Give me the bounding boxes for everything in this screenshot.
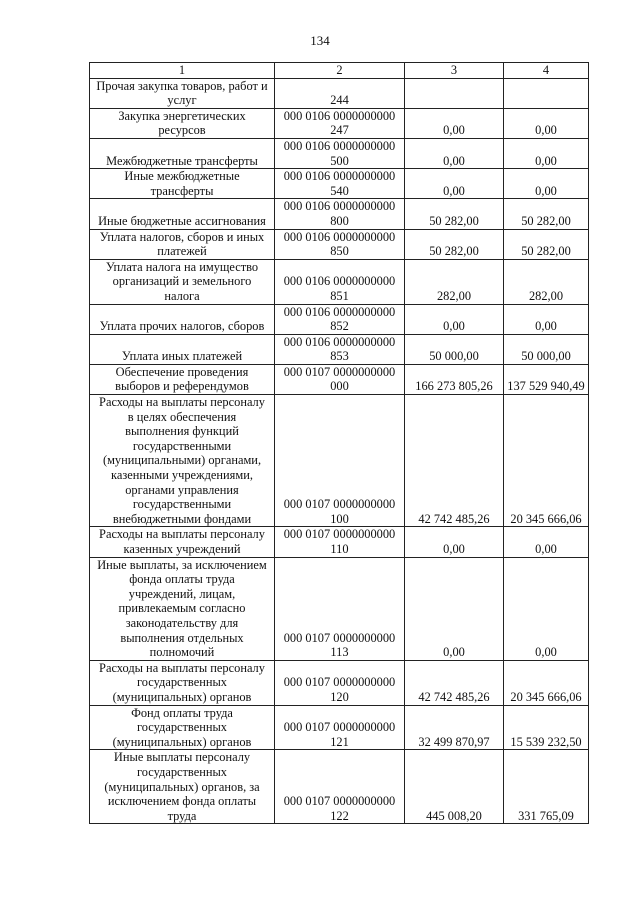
budget-code-cell bbox=[275, 557, 405, 660]
item-name-text: Расходы на выплаты персоналу в целях обеспечения выполнения функций государственными (муниципальными) органами, казенными учреждениями, органами управления государственными внебюджетными фондами bbox=[99, 395, 265, 526]
budget-code-text: 000 0106 0000000000 851 bbox=[283, 274, 396, 303]
amount-col3-text: 42 742 485,26 bbox=[418, 511, 490, 526]
item-name-cell bbox=[90, 334, 275, 364]
amount-col4-text: 20 345 666,06 bbox=[510, 511, 582, 526]
item-name-cell bbox=[90, 259, 275, 304]
amount-col3-text: 50 282,00 bbox=[429, 244, 479, 259]
amount-col3-cell bbox=[405, 78, 504, 108]
amount-col4-cell bbox=[504, 138, 589, 168]
item-name-cell bbox=[90, 199, 275, 229]
amount-col3-text: 0,00 bbox=[443, 183, 465, 198]
item-name-text: Межбюджетные трансферты bbox=[106, 153, 258, 168]
amount-col3-text: 32 499 870,97 bbox=[418, 734, 490, 749]
amount-col4-text: 15 539 232,50 bbox=[510, 734, 582, 749]
item-name-cell bbox=[90, 229, 275, 259]
budget-code-cell bbox=[275, 229, 405, 259]
amount-col4-cell bbox=[504, 259, 589, 304]
amount-col3-cell bbox=[405, 108, 504, 138]
item-name-text: Иные выплаты персоналу государственных (муниципальных) органов, за исключением фонда оплаты труда bbox=[104, 750, 260, 823]
budget-code-text: 000 0107 0000000000 120 bbox=[283, 675, 396, 704]
table-row bbox=[90, 229, 589, 259]
table-row bbox=[90, 557, 589, 660]
table-body bbox=[90, 78, 589, 824]
amount-col4-text: 0,00 bbox=[535, 153, 557, 168]
amount-col4-cell bbox=[504, 169, 589, 199]
budget-code-text: 000 0106 0000000000 853 bbox=[283, 334, 396, 364]
amount-col4-text: 0,00 bbox=[535, 645, 557, 660]
amount-col3-cell bbox=[405, 169, 504, 199]
amount-col4-text: 20 345 666,06 bbox=[510, 689, 582, 704]
amount-col4-text: 331 765,09 bbox=[518, 808, 574, 823]
amount-col3-cell bbox=[405, 304, 504, 334]
item-name-cell bbox=[90, 660, 275, 705]
header-col-4: 4 bbox=[504, 63, 589, 79]
budget-code-cell bbox=[275, 334, 405, 364]
amount-col4-cell bbox=[504, 557, 589, 660]
table-row bbox=[90, 527, 589, 557]
item-name-cell bbox=[90, 138, 275, 168]
budget-code-text: 000 0106 0000000000 850 bbox=[283, 229, 396, 259]
item-name-text: Уплата налогов, сборов и иных платежей bbox=[99, 229, 265, 259]
page-number: 134 bbox=[310, 33, 330, 48]
amount-col4-cell bbox=[504, 334, 589, 364]
table-row bbox=[90, 169, 589, 199]
amount-col3-cell bbox=[405, 259, 504, 304]
amount-col3-text: 50 000,00 bbox=[429, 349, 479, 364]
amount-col4-text: 50 000,00 bbox=[521, 349, 571, 364]
budget-code-cell bbox=[275, 78, 405, 108]
amount-col4-text: 0,00 bbox=[535, 542, 557, 556]
amount-col3-text: 282,00 bbox=[436, 288, 472, 303]
amount-col3-cell bbox=[405, 199, 504, 229]
amount-col3-text: 50 282,00 bbox=[429, 213, 479, 228]
amount-col3-text: 0,00 bbox=[443, 542, 465, 556]
item-name-cell bbox=[90, 395, 275, 527]
item-name-text: Закупка энергетических ресурсов bbox=[118, 108, 246, 138]
budget-code-cell bbox=[275, 705, 405, 750]
amount-col3-cell bbox=[405, 557, 504, 660]
budget-table bbox=[89, 62, 589, 824]
amount-col4-text: 50 282,00 bbox=[521, 213, 571, 228]
amount-col4-text: 137 529 940,49 bbox=[507, 379, 585, 394]
amount-col3-cell bbox=[405, 364, 504, 394]
budget-code-cell bbox=[275, 199, 405, 229]
item-name-text: Прочая закупка товаров, работ и услуг bbox=[96, 78, 268, 108]
table-row bbox=[90, 108, 589, 138]
item-name-cell bbox=[90, 108, 275, 138]
budget-code-cell bbox=[275, 304, 405, 334]
amount-col4-cell bbox=[504, 364, 589, 394]
amount-col4-text: 0,00 bbox=[535, 319, 557, 334]
item-name-text: Иные межбюджетные трансферты bbox=[124, 169, 240, 198]
budget-code-text: 000 0106 0000000000 500 bbox=[283, 138, 396, 168]
amount-col3-cell bbox=[405, 229, 504, 259]
budget-code-text: 000 0107 0000000000 121 bbox=[283, 720, 396, 749]
amount-col4-cell bbox=[504, 108, 589, 138]
amount-col3-text: 42 742 485,26 bbox=[418, 689, 490, 704]
table-header-row bbox=[90, 63, 589, 79]
table-row bbox=[90, 138, 589, 168]
table-row bbox=[90, 364, 589, 394]
budget-code-text: 000 0106 0000000000 540 bbox=[283, 169, 396, 198]
item-name-text: Иные выплаты, за исключением фонда оплаты труда учреждений, лицам, привлекаемым согласно законодательству для выполнения отдельных полномочий bbox=[97, 557, 267, 660]
budget-code-text: 000 0106 0000000000 247 bbox=[283, 108, 396, 138]
amount-col4-cell bbox=[504, 705, 589, 750]
table-row bbox=[90, 660, 589, 705]
item-name-text: Уплата иных платежей bbox=[121, 349, 243, 364]
item-name-cell bbox=[90, 557, 275, 660]
item-name-text: Обеспечение проведения выборов и референдумов bbox=[115, 364, 249, 394]
amount-col3-cell bbox=[405, 527, 504, 557]
amount-col3-text: 445 008,20 bbox=[426, 808, 482, 823]
amount-col3-cell bbox=[405, 395, 504, 527]
budget-code-cell bbox=[275, 259, 405, 304]
item-name-text: Фонд оплаты труда государственных (муниципальных) органов bbox=[112, 705, 252, 749]
table-row bbox=[90, 705, 589, 750]
budget-code-text: 000 0107 0000000000 100 bbox=[283, 497, 396, 526]
budget-code-cell bbox=[275, 108, 405, 138]
budget-code-text: 244 bbox=[330, 93, 349, 108]
table-row bbox=[90, 199, 589, 229]
budget-code-cell bbox=[275, 660, 405, 705]
item-name-cell bbox=[90, 750, 275, 824]
item-name-cell bbox=[90, 705, 275, 750]
amount-col3-text: 166 273 805,26 bbox=[415, 379, 493, 394]
amount-col4-cell bbox=[504, 527, 589, 557]
item-name-text: Расходы на выплаты персоналу казенных учреждений bbox=[99, 527, 265, 556]
header-col-3: 3 bbox=[405, 63, 504, 79]
table-row bbox=[90, 334, 589, 364]
item-name-cell bbox=[90, 78, 275, 108]
amount-col3-text: 0,00 bbox=[443, 153, 465, 168]
header-col-2: 2 bbox=[275, 63, 405, 79]
amount-col4-cell bbox=[504, 750, 589, 824]
item-name-cell bbox=[90, 304, 275, 334]
budget-code-text: 000 0106 0000000000 852 bbox=[283, 304, 396, 334]
header-col-1: 1 bbox=[90, 63, 275, 79]
amount-col3-text: 0,00 bbox=[443, 319, 465, 334]
budget-code-cell bbox=[275, 395, 405, 527]
table-row bbox=[90, 78, 589, 108]
budget-code-cell bbox=[275, 527, 405, 557]
budget-code-cell bbox=[275, 750, 405, 824]
amount-col4-cell bbox=[504, 304, 589, 334]
amount-col4-text: 0,00 bbox=[535, 123, 557, 138]
table-row bbox=[90, 395, 589, 527]
budget-code-text: 000 0107 0000000000 110 bbox=[283, 527, 396, 556]
amount-col3-cell bbox=[405, 750, 504, 824]
amount-col3-text: 0,00 bbox=[443, 123, 465, 138]
budget-code-cell bbox=[275, 138, 405, 168]
amount-col4-text: 50 282,00 bbox=[521, 244, 571, 259]
amount-col4-cell bbox=[504, 199, 589, 229]
budget-code-text: 000 0106 0000000000 800 bbox=[283, 199, 396, 228]
budget-code-cell bbox=[275, 364, 405, 394]
item-name-cell bbox=[90, 364, 275, 394]
item-name-cell bbox=[90, 169, 275, 199]
amount-col3-cell bbox=[405, 705, 504, 750]
budget-code-text: 000 0107 0000000000 122 bbox=[283, 794, 396, 823]
amount-col3-cell bbox=[405, 334, 504, 364]
item-name-text: Уплата налога на имущество организаций и земельного налога bbox=[105, 259, 259, 303]
table-row bbox=[90, 750, 589, 824]
budget-code-text: 000 0107 0000000000 113 bbox=[283, 630, 396, 660]
amount-col4-text: 282,00 bbox=[528, 288, 564, 303]
amount-col4-cell bbox=[504, 660, 589, 705]
amount-col3-cell bbox=[405, 138, 504, 168]
amount-col4-cell bbox=[504, 78, 589, 108]
amount-col3-cell bbox=[405, 660, 504, 705]
budget-code-text: 000 0107 0000000000 000 bbox=[283, 364, 396, 394]
item-name-text: Уплата прочих налогов, сборов bbox=[99, 319, 265, 334]
table-row bbox=[90, 304, 589, 334]
budget-code-cell bbox=[275, 169, 405, 199]
amount-col4-cell bbox=[504, 229, 589, 259]
amount-col3-text: 0,00 bbox=[443, 645, 465, 660]
item-name-cell bbox=[90, 527, 275, 557]
table-row bbox=[90, 259, 589, 304]
item-name-text: Иные бюджетные ассигнования bbox=[98, 213, 266, 228]
amount-col4-text: 0,00 bbox=[535, 183, 557, 198]
item-name-text: Расходы на выплаты персоналу государственных (муниципальных) органов bbox=[99, 660, 265, 704]
amount-col4-cell bbox=[504, 395, 589, 527]
